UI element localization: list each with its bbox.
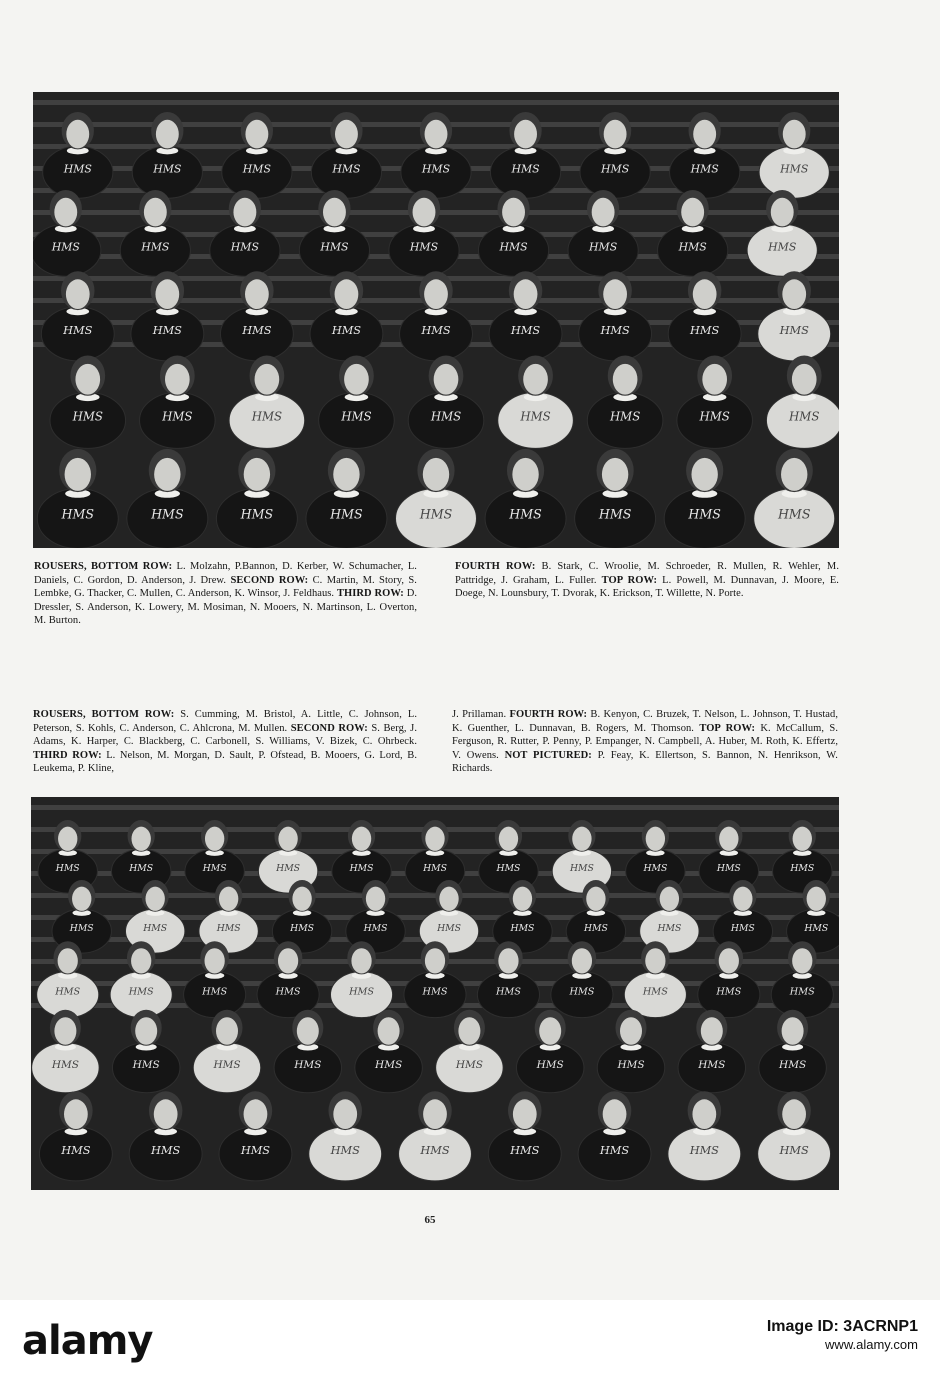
sweater-monogram: HMS <box>152 322 182 337</box>
bottom-caption-right <box>452 708 838 776</box>
sweater-monogram: HMS <box>780 162 809 176</box>
sweater-monogram: HMS <box>242 322 272 337</box>
face <box>335 120 358 149</box>
top-caption-right <box>455 560 839 601</box>
face <box>413 198 436 227</box>
face <box>72 887 91 911</box>
sweater-monogram: HMS <box>141 240 170 254</box>
sweater-monogram: HMS <box>55 986 81 998</box>
face <box>512 458 538 491</box>
caption-row-heading: ROUSERS, BOTTOM ROW: <box>33 709 175 720</box>
sweater-monogram: HMS <box>320 240 349 254</box>
sweater-monogram: HMS <box>132 1058 160 1071</box>
image-id: Image ID: 3ACRNP1 <box>766 1318 918 1335</box>
sweater-monogram: HMS <box>583 923 608 935</box>
caption-names: S. Cumming, M. Bristol, A. Little, C. Johnson, L. Peterson, S. Kohls, C. Anderson, C. Ahlcrona, M. Mullen. <box>33 709 417 734</box>
sweater-monogram: HMS <box>349 986 375 998</box>
sweater-monogram: HMS <box>213 1058 241 1071</box>
face <box>219 887 238 911</box>
face <box>692 1099 716 1129</box>
sweater-monogram: HMS <box>419 506 453 522</box>
sweater-monogram: HMS <box>600 322 630 337</box>
sweater-monogram: HMS <box>510 1142 540 1157</box>
sweater-monogram: HMS <box>202 986 228 998</box>
sweater-monogram: HMS <box>421 322 451 337</box>
face <box>681 198 704 227</box>
caption-names: C. Martin, M. Story, S. Lembke, G. Thacker, C. Mullen, C. Anderson, K. Winsor, J. Feldhaus. <box>34 574 417 600</box>
sweater-monogram: HMS <box>716 863 741 875</box>
caption-names: B. Kenyon, C. Bruzek, T. Nelson, L. Johnson, T. Hustad, K. Guenther, L. Dunnavan, B. Rogers, M. Thomson. <box>452 709 838 734</box>
caption-names: S. Berg, J. Adams, K. Harper, C. Blackberg, C. Carbonell, S. Williams, V. Bizek, C. Ohrbeck. <box>33 722 417 748</box>
face <box>132 827 151 851</box>
caption-row-heading: TOP ROW: <box>699 722 756 734</box>
face <box>154 1099 178 1129</box>
sweater-monogram: HMS <box>688 506 721 522</box>
face <box>586 887 605 911</box>
page-number: 65 <box>424 1214 436 1226</box>
face <box>604 120 627 149</box>
face <box>499 827 518 851</box>
sweater-monogram: HMS <box>153 162 182 176</box>
sweater-monogram: HMS <box>598 506 632 522</box>
face <box>701 1017 723 1045</box>
sweater-monogram: HMS <box>202 863 227 875</box>
sweater-monogram: HMS <box>275 986 301 998</box>
caption-row-heading: ROUSERS, BOTTOM ROW: <box>34 561 173 572</box>
face <box>693 279 717 309</box>
sweater-monogram: HMS <box>589 240 618 254</box>
face <box>603 1099 627 1129</box>
face <box>156 120 179 149</box>
sweater-monogram: HMS <box>790 863 815 875</box>
top-caption-left <box>34 560 417 628</box>
sweater-monogram: HMS <box>341 409 372 424</box>
face <box>733 887 752 911</box>
face <box>613 364 638 395</box>
sweater-monogram: HMS <box>437 923 461 935</box>
face <box>719 827 738 851</box>
sweater-monogram: HMS <box>716 986 742 998</box>
caption-names: J. Prillaman. <box>452 709 510 720</box>
caption-names: L. Powell, M. Dunnavan, J. Moore, E. Doege, N. Lounsbury, T. Dvorak, K. Erickson, T. Willette, N. Porte. <box>455 574 839 600</box>
face <box>58 827 77 851</box>
face <box>603 279 627 309</box>
face <box>54 198 77 227</box>
face <box>244 458 270 491</box>
sweater-monogram: HMS <box>789 986 815 998</box>
caption-row-heading: FOURTH ROW: <box>455 561 536 572</box>
face <box>144 198 167 227</box>
sweater-monogram: HMS <box>509 506 542 522</box>
sweater-monogram: HMS <box>690 322 720 337</box>
face <box>572 827 591 851</box>
face <box>75 364 100 395</box>
face <box>323 198 346 227</box>
sweater-monogram: HMS <box>55 863 80 875</box>
sweater-monogram: HMS <box>430 409 462 424</box>
face <box>782 1099 806 1129</box>
sweater-monogram: HMS <box>495 986 521 998</box>
sweater-monogram: HMS <box>363 923 388 935</box>
bottom-group-photo <box>31 797 839 1190</box>
caption-row-heading: THIRD ROW: <box>33 749 102 761</box>
sweater-monogram: HMS <box>251 409 283 424</box>
face <box>513 887 532 911</box>
face <box>146 887 165 911</box>
sweater-monogram: HMS <box>569 986 595 998</box>
sweater-monogram: HMS <box>777 506 811 522</box>
sweater-monogram: HMS <box>511 162 540 176</box>
site-url: www.alamy.com <box>825 1337 918 1352</box>
face <box>514 279 538 309</box>
sweater-monogram: HMS <box>520 409 551 424</box>
face <box>646 827 665 851</box>
sweater-monogram: HMS <box>240 1142 271 1157</box>
face <box>782 279 806 309</box>
face <box>278 827 297 851</box>
sweater-monogram: HMS <box>601 162 630 176</box>
face <box>645 948 665 973</box>
face <box>154 458 180 491</box>
face <box>344 364 369 395</box>
sweater-monogram: HMS <box>422 986 448 998</box>
caption-names: D. Dressler, S. Anderson, K. Lowery, M. Mosiman, N. Mooers, N. Martinson, L. Overton, M. Burton. <box>34 588 418 627</box>
face <box>66 120 89 149</box>
sweater-monogram: HMS <box>423 863 447 875</box>
sweater-monogram: HMS <box>678 240 707 254</box>
sweater-monogram: HMS <box>420 1142 450 1157</box>
sweater-monogram: HMS <box>789 409 820 424</box>
sweater-monogram: HMS <box>698 1058 726 1071</box>
face <box>771 198 794 227</box>
face <box>64 1099 88 1129</box>
face <box>58 948 78 973</box>
photo-drawing <box>31 797 839 1190</box>
face <box>65 458 91 491</box>
sweater-monogram: HMS <box>128 986 154 998</box>
sweater-monogram: HMS <box>216 923 241 935</box>
caption-row-heading: NOT PICTURED: <box>504 749 592 761</box>
bleacher-stripe <box>31 805 839 810</box>
caption-names: P. Feay, K. Ellertson, S. Bannon, N. Henrikson, W. Richards. <box>452 749 838 775</box>
sweater-monogram: HMS <box>690 162 719 176</box>
sweater-monogram: HMS <box>240 506 274 522</box>
sweater-monogram: HMS <box>496 863 521 875</box>
face <box>434 364 459 395</box>
sweater-monogram: HMS <box>51 240 80 254</box>
face <box>792 948 812 973</box>
sweater-monogram: HMS <box>510 923 535 935</box>
face <box>693 120 716 149</box>
sweater-monogram: HMS <box>689 1142 719 1157</box>
sweater-monogram: HMS <box>779 322 809 337</box>
sweater-monogram: HMS <box>510 322 541 337</box>
face <box>539 1017 561 1045</box>
sweater-monogram: HMS <box>657 923 682 935</box>
face <box>425 948 445 973</box>
sweater-monogram: HMS <box>642 986 668 998</box>
sweater-monogram: HMS <box>609 409 641 424</box>
stock-watermark-banner <box>0 1300 940 1390</box>
sweater-monogram: HMS <box>242 162 271 176</box>
sweater-monogram: HMS <box>162 409 193 424</box>
face <box>233 198 256 227</box>
sweater-monogram: HMS <box>349 863 374 875</box>
sweater-monogram: HMS <box>768 240 797 254</box>
sweater-monogram: HMS <box>129 863 154 875</box>
caption-row-heading: TOP ROW: <box>601 574 658 586</box>
caption-names: K. McCallum, S. Ferguson, R. Rutter, P. Penny, P. Empanger, N. Campbell, A. Huber, M. Roth, K. Effertz, V. Owens. <box>452 722 839 761</box>
caption-names: B. Stark, C. Wroolie, M. Schroeder, R. Mullen, R. Wehler, M. Pattridge, J. Graham, L. Fuller. <box>455 561 839 586</box>
face <box>782 1017 804 1045</box>
alamy-logo <box>22 1318 152 1364</box>
sweater-monogram: HMS <box>499 240 528 254</box>
face <box>54 1017 76 1045</box>
sweater-monogram: HMS <box>421 162 451 176</box>
face <box>278 948 298 973</box>
face <box>352 827 371 851</box>
face <box>216 1017 238 1045</box>
face <box>514 120 537 149</box>
caption-row-heading: FOURTH ROW: <box>509 709 588 720</box>
sweater-monogram: HMS <box>332 162 361 176</box>
face <box>783 120 806 149</box>
alamy-logo-text: alamy <box>22 1318 153 1364</box>
sweater-monogram: HMS <box>804 923 829 935</box>
sweater-monogram: HMS <box>643 863 668 875</box>
face <box>135 1017 157 1045</box>
sweater-monogram: HMS <box>455 1058 483 1071</box>
sweater-monogram: HMS <box>730 923 755 935</box>
sweater-monogram: HMS <box>61 1142 91 1157</box>
face <box>333 458 359 491</box>
face <box>378 1017 400 1045</box>
sweater-monogram: HMS <box>72 409 103 424</box>
sweater-monogram: HMS <box>51 1058 79 1071</box>
face <box>793 827 812 851</box>
face <box>572 948 592 973</box>
face <box>245 279 269 309</box>
caption-row-heading: SECOND ROW: <box>290 722 368 734</box>
bleacher-stripe <box>33 100 839 105</box>
face <box>458 1017 480 1045</box>
face <box>205 827 224 851</box>
sweater-monogram: HMS <box>779 1142 809 1157</box>
face <box>205 948 225 973</box>
face <box>781 458 807 491</box>
sweater-monogram: HMS <box>779 1058 807 1071</box>
face <box>351 948 371 973</box>
face <box>620 1017 642 1045</box>
face <box>660 887 679 911</box>
face <box>335 279 359 309</box>
sweater-monogram: HMS <box>63 162 92 176</box>
sweater-monogram: HMS <box>330 1142 360 1157</box>
face <box>423 1099 447 1129</box>
face <box>513 1099 537 1129</box>
banner-info <box>767 1318 918 1354</box>
face <box>131 948 151 973</box>
face <box>702 364 727 395</box>
sweater-monogram: HMS <box>143 923 168 935</box>
sweater-monogram: HMS <box>151 506 184 522</box>
face <box>498 948 518 973</box>
face <box>719 948 739 973</box>
sweater-monogram: HMS <box>290 923 315 935</box>
sweater-monogram: HMS <box>375 1058 403 1071</box>
sweater-monogram: HMS <box>536 1058 564 1071</box>
top-group-photo <box>33 92 839 548</box>
face <box>333 1099 357 1129</box>
face <box>807 887 826 911</box>
face <box>792 364 817 395</box>
face <box>297 1017 319 1045</box>
face <box>245 120 268 149</box>
face <box>592 198 615 227</box>
sweater-monogram: HMS <box>63 322 93 337</box>
face <box>155 279 179 309</box>
sweater-monogram: HMS <box>61 506 95 522</box>
sweater-monogram: HMS <box>569 863 594 875</box>
sweater-monogram: HMS <box>617 1058 645 1071</box>
sweater-monogram: HMS <box>331 322 362 337</box>
face <box>423 458 449 491</box>
face <box>244 1099 268 1129</box>
face <box>66 279 90 309</box>
face <box>366 887 385 911</box>
caption-names: L. Nelson, M. Morgan, D. Sault, P. Ofstead, B. Mooers, G. Lord, B. Leukema, P. Kline, <box>33 749 418 775</box>
face <box>165 364 190 395</box>
bottom-caption-left <box>33 708 417 776</box>
face <box>523 364 548 395</box>
sweater-monogram: HMS <box>151 1142 181 1157</box>
sweater-monogram: HMS <box>330 506 363 522</box>
face <box>602 458 628 491</box>
face <box>255 364 280 395</box>
caption-row-heading: THIRD ROW: <box>336 588 404 600</box>
sweater-monogram: HMS <box>276 863 301 875</box>
caption-row-heading: SECOND ROW: <box>230 574 309 586</box>
face <box>502 198 525 227</box>
sweater-monogram: HMS <box>699 409 730 424</box>
face <box>424 279 448 309</box>
sweater-monogram: HMS <box>294 1058 322 1071</box>
sweater-monogram: HMS <box>230 240 259 254</box>
face <box>425 827 444 851</box>
photo-drawing <box>33 92 839 548</box>
sweater-monogram: HMS <box>599 1142 630 1157</box>
face <box>439 887 458 911</box>
face <box>691 458 717 491</box>
face <box>292 887 311 911</box>
caption-names: L. Molzahn, P.Bannon, D. Kerber, W. Schumacher, L. Daniels, C. Gordon, D. Anderson, J. Drew. <box>34 561 417 586</box>
face <box>425 120 448 149</box>
sweater-monogram: HMS <box>409 240 439 254</box>
sweater-monogram: HMS <box>69 923 94 935</box>
